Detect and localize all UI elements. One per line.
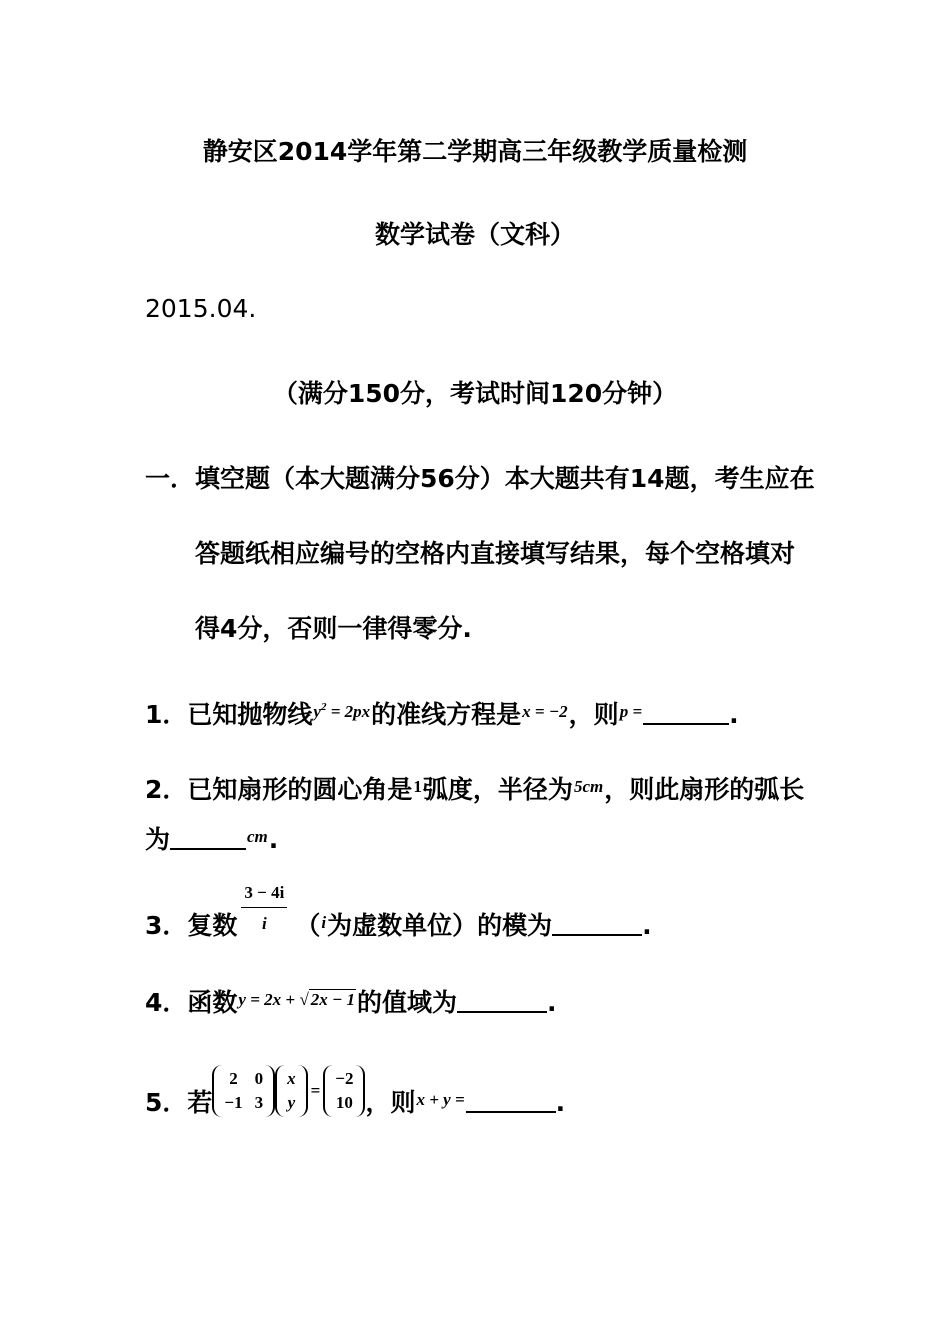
answer-blank[interactable] xyxy=(466,1089,556,1113)
math-expression: x = −2 xyxy=(522,702,568,721)
square-root: √ 2x − 1 xyxy=(299,990,355,1009)
question-text: 为虚数单位）的模为 xyxy=(327,911,553,940)
exam-subtitle: 数学试卷（文科） xyxy=(374,220,575,249)
math-expression: x + y = xyxy=(416,1090,465,1109)
matrix-equation: 2 0 −1 3x y=−2 10 xyxy=(212,1065,365,1117)
question-text: （ xyxy=(295,911,321,940)
question-text: ，则 xyxy=(568,700,619,729)
matrix-variables: x y xyxy=(275,1065,308,1117)
math-expression: 5cm xyxy=(573,777,604,796)
question-text: 为 xyxy=(145,825,171,854)
question-number: 1． xyxy=(145,700,188,729)
exam-date: 2015.04. xyxy=(145,294,257,323)
question-2-continued: 为 cm. xyxy=(145,822,278,855)
question-text: ，则 xyxy=(365,1088,416,1117)
answer-blank[interactable] xyxy=(170,826,246,850)
math-expression: i xyxy=(321,913,327,932)
answer-blank[interactable] xyxy=(643,701,729,725)
section-instructions-line-2: 答题纸相应编号的空格内直接填写结果，每个空格填对 xyxy=(195,539,796,568)
question-text: 的准线方程是 xyxy=(371,700,522,729)
answer-blank[interactable] xyxy=(552,912,642,936)
question-text: 复数 xyxy=(187,911,238,940)
question-text: 函数 xyxy=(187,988,238,1017)
question-5: 5．若2 0 −1 3x y=−2 10 ，则x + y = . xyxy=(145,1085,565,1118)
answer-blank[interactable] xyxy=(457,989,547,1013)
section-instructions-line-1: 一．填空题（本大题满分56分）本大题共有14题，考生应在 xyxy=(145,464,815,493)
question-number: 3． xyxy=(145,911,188,940)
math-expression: 1 xyxy=(413,777,422,796)
question-2 xyxy=(145,772,804,805)
section-instructions-line-3: 得4分，否则一律得零分. xyxy=(195,614,472,643)
question-number: 4． xyxy=(145,988,188,1017)
question-1: 1．已知抛物线$y^2 = 2px$的准线方程是x = −2，则p = . xyxy=(145,692,739,730)
question-text: 已知抛物线 xyxy=(187,700,313,729)
math-expression: $y^2 = 2px$ xyxy=(313,701,371,721)
math-expression: y = 2x + √ 2x − 1 xyxy=(237,985,357,1015)
fraction: $\frac{3 - 4i}{i}$ xyxy=(241,883,287,934)
question-4: 4．函数y = 2x + √ 2x − 1的值域为 . xyxy=(145,985,557,1018)
question-text: 弧度，半径为 xyxy=(422,775,573,804)
question-number: 2． xyxy=(145,775,188,804)
question-text: ，则此扇形的弧长 xyxy=(604,775,805,804)
question-text: 已知扇形的圆心角是 xyxy=(187,775,413,804)
math-expression: p = xyxy=(619,702,643,721)
question-text: 的值域为 xyxy=(357,988,458,1017)
question-3: 3．复数 $\frac{3 - 4i}{i}$ （i为虚数单位）的模为 . xyxy=(145,882,652,940)
question-text: 若 xyxy=(187,1088,213,1117)
matrix-coefficients: 2 0 −1 3 xyxy=(212,1065,275,1117)
math-expression: cm xyxy=(247,827,268,846)
question-number: 5． xyxy=(145,1088,188,1117)
matrix-result: −2 10 xyxy=(323,1065,365,1117)
exam-title: 静安区2014学年第二学期高三年级教学质量检测 xyxy=(202,137,748,166)
score-note: （满分150分，考试时间120分钟） xyxy=(272,379,678,408)
